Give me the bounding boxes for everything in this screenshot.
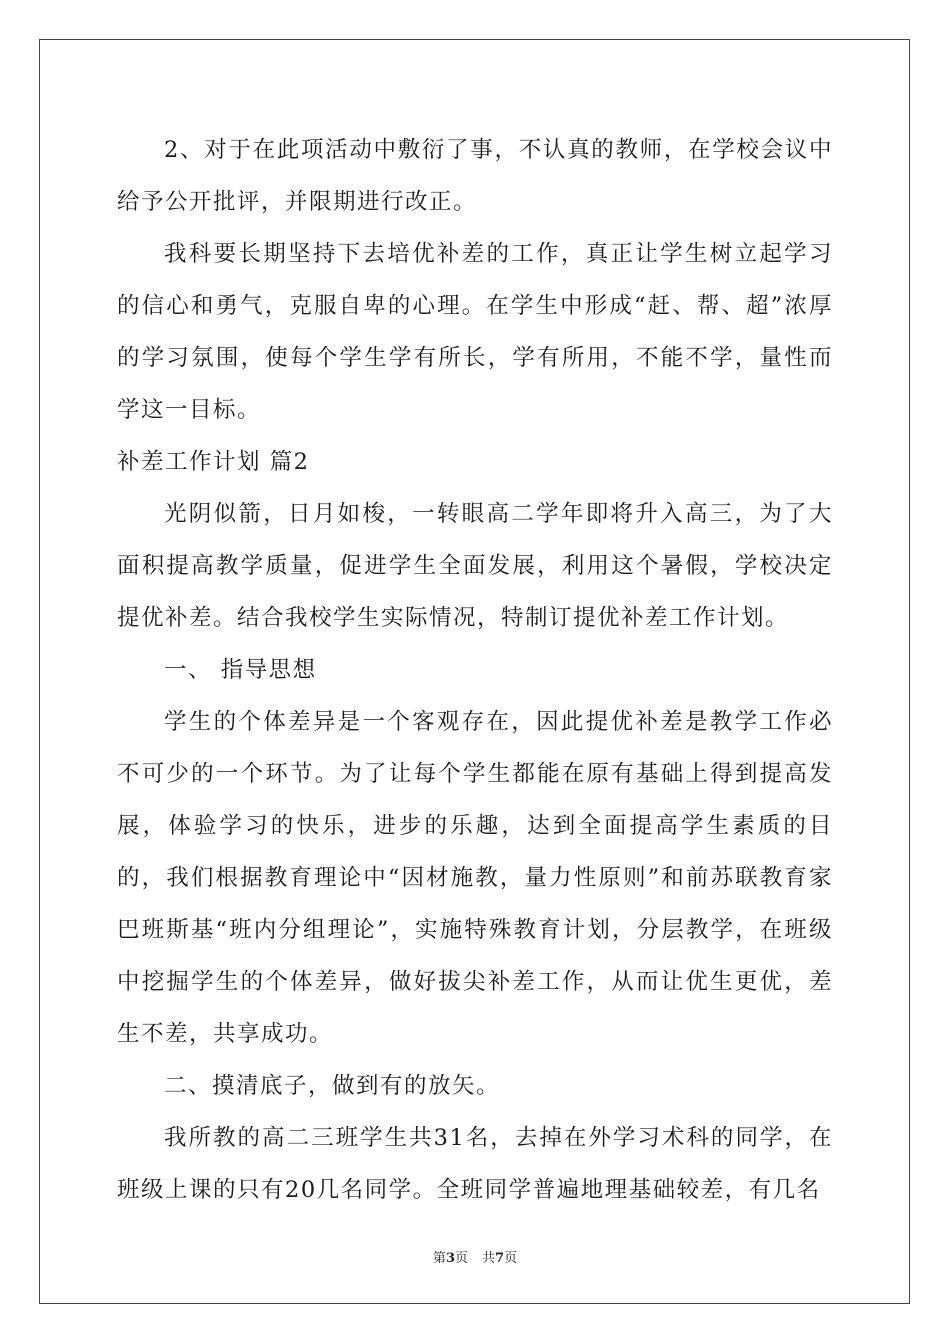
subheading: 一、 指导思想 [164,657,317,683]
section-heading: 补差工作计划 篇2 [117,449,310,475]
footer-page-current: 3 [445,1251,455,1266]
paragraph: 2、对于在此项活动中敷衍了事，不认真的教师，在学校会议中给予公开批评，并限期进行改正。 [117,137,833,215]
footer-page-total: 7 [495,1251,505,1266]
paragraph: 我所教的高二三班学生共31名，去掉在外学习术科的同学，在班级上课的只有20几名同学。全班同学普遍地理基础较差，有几名 [117,1125,833,1203]
footer-total-prefix: 共 [482,1251,496,1266]
subheading: 二、摸清底子，做到有的放矢。 [164,1073,501,1099]
paragraph: 我科要长期坚持下去培优补差的工作，真正让学生树立起学习的信心和勇气，克服自卑的心理。在学生中形成“赶、帮、超”浓厚的学习氛围，使每个学生学有所长，学有所用，不能不学，量性而学这一目标。 [117,241,833,423]
footer-page-prefix: 第 [432,1251,446,1266]
paragraph: 光阴似箭，日月如梭，一转眼高二学年即将升入高三，为了大面积提高教学质量，促进学生全面发展，利用这个暑假，学校决定提优补差。结合我校学生实际情况，特制订提优补差工作计划。 [117,501,833,631]
paragraph: 学生的个体差异是一个客观存在，因此提优补差是教学工作必不可少的一个环节。为了让每个学生都能在原有基础上得到提高发展，体验学习的快乐，进步的乐趣，达到全面提高学生素质的目的，我们根据教育理论中“因材施教，量力性原则”和前苏联教育家巴班斯基“班内分组理论”，实施特殊教育计划，分层教学，在班级中挖掘学生的个体差异，做好拔尖补差工作，从而让优生更优，差生不差，共享成功。 [117,709,833,1047]
footer-total-suffix: 页 [504,1251,518,1266]
document-body [117,124,833,1216]
footer-page-suffix: 页 [454,1251,468,1266]
page-footer [0,1247,950,1266]
